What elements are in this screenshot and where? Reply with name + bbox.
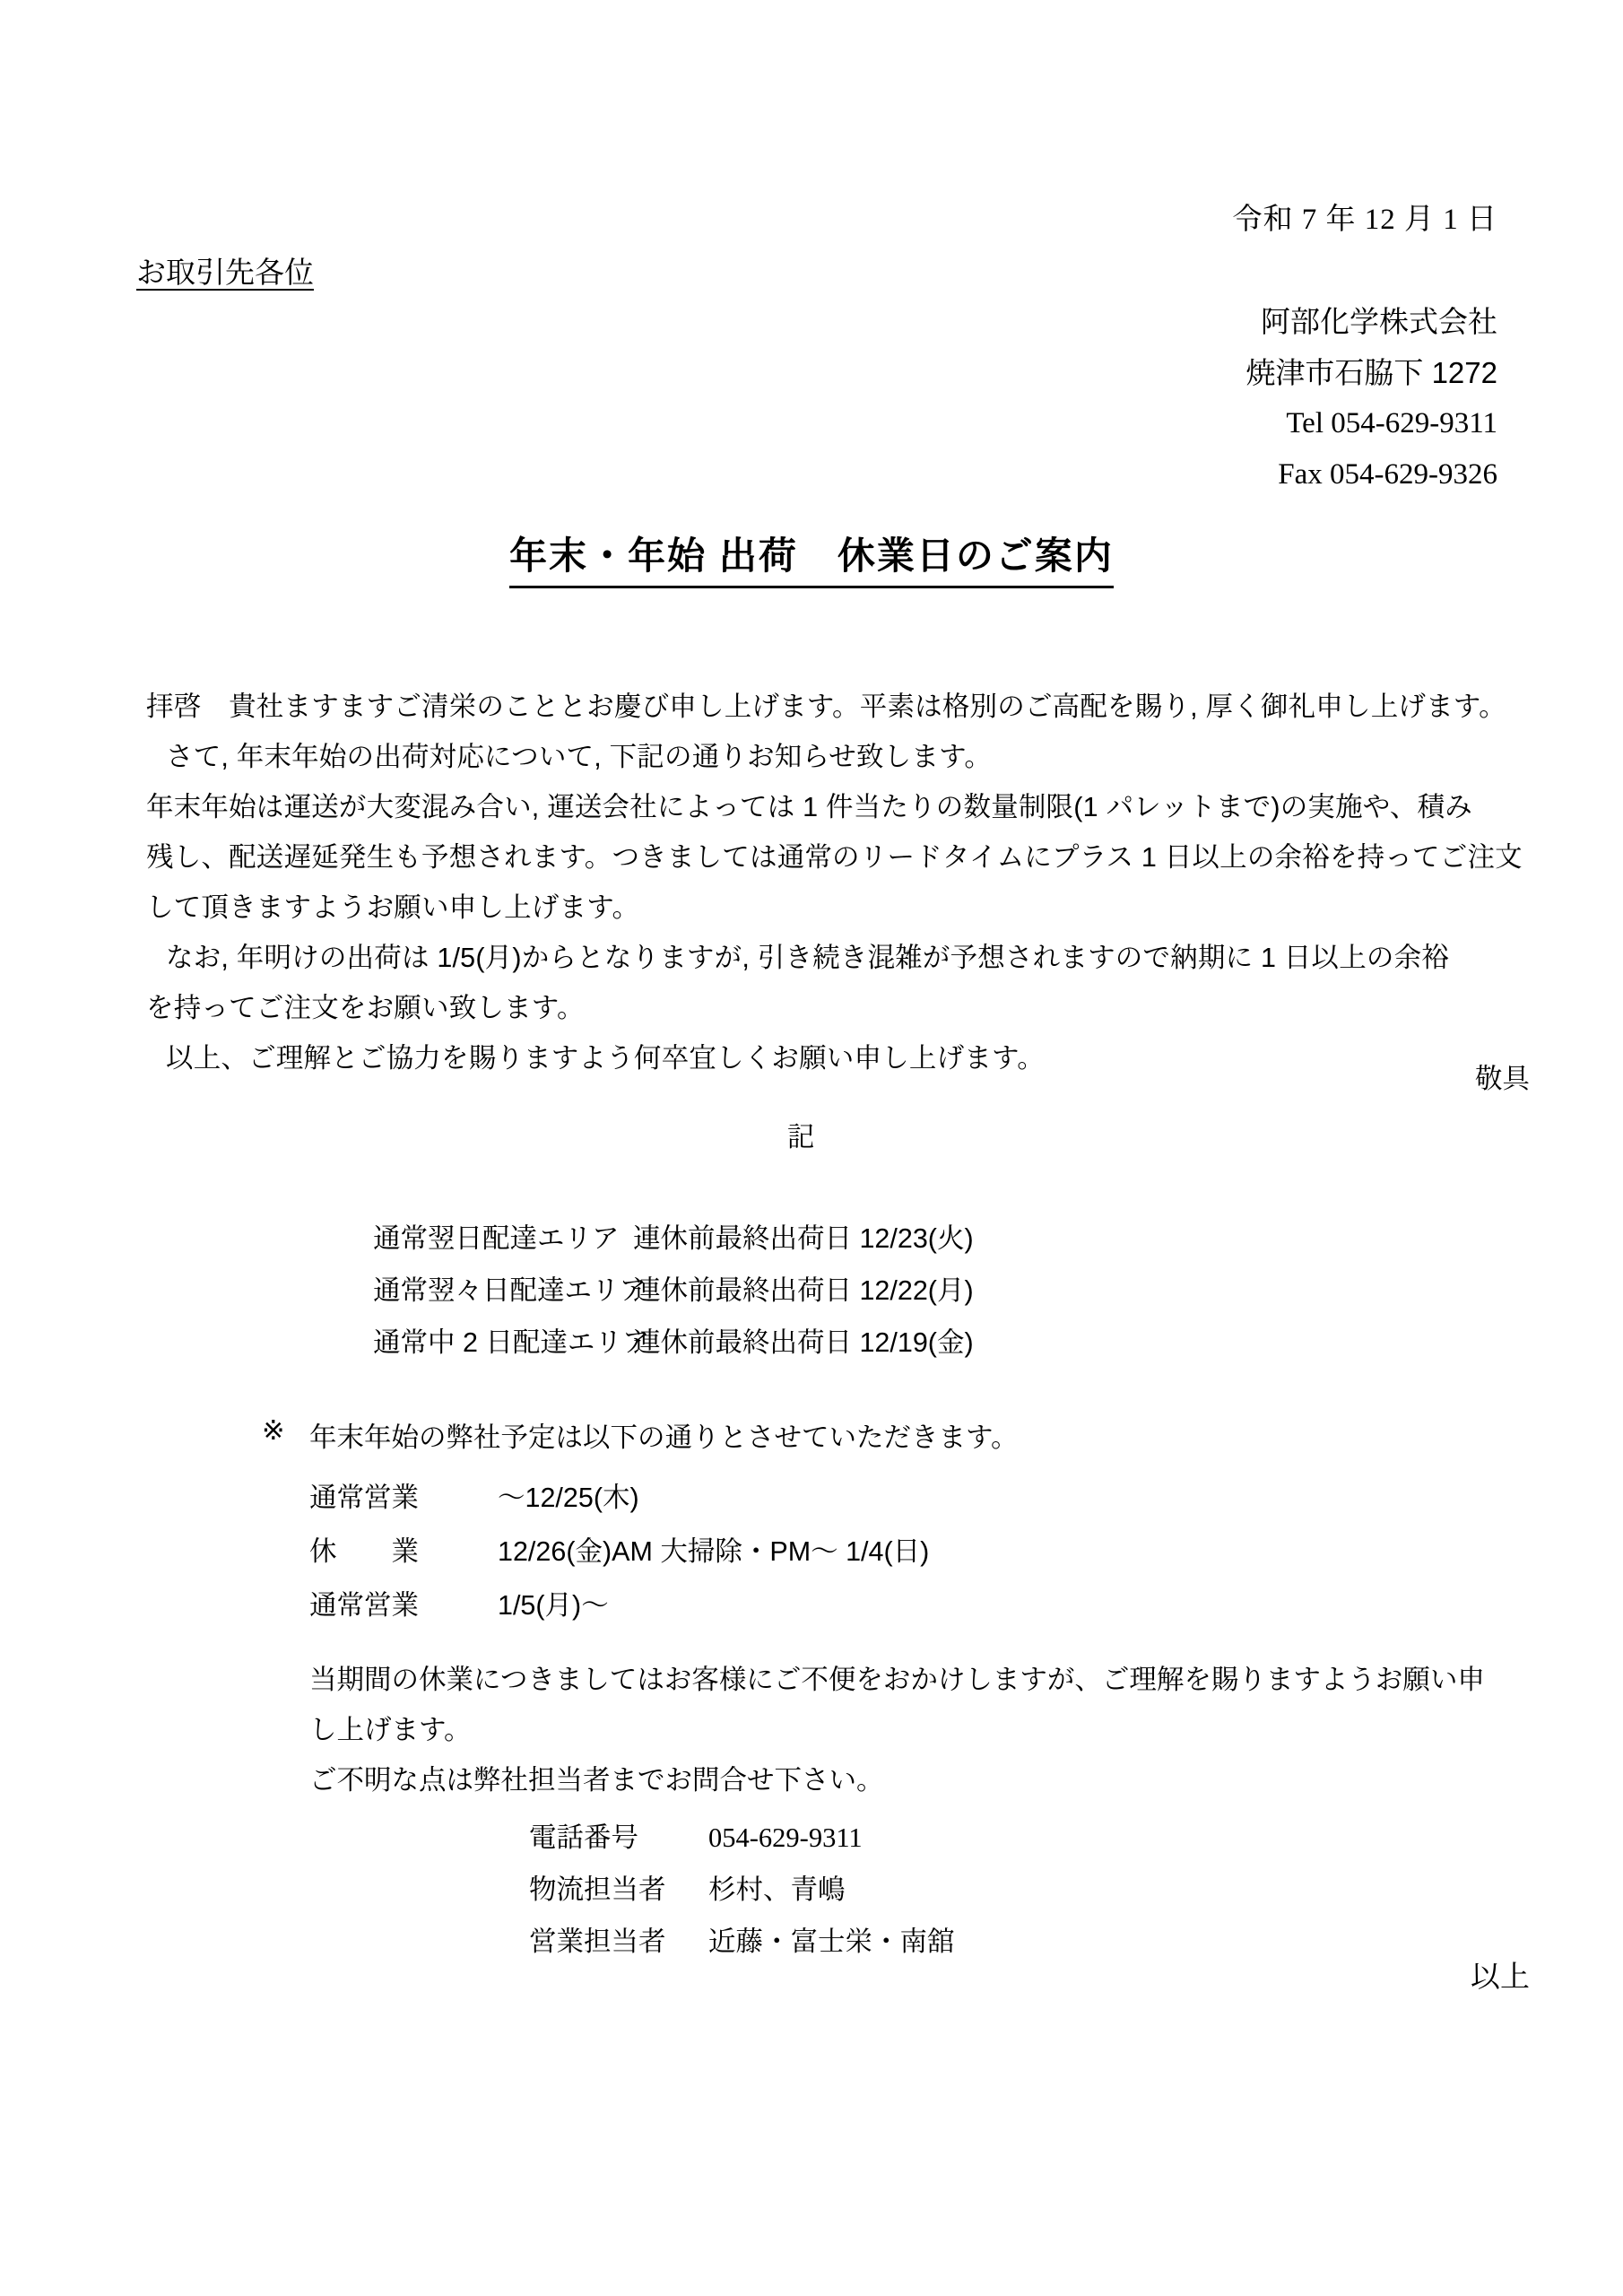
contact-list (529, 1812, 955, 1968)
area-name: 通常中 2 日配達エリア (373, 1327, 650, 1358)
closing-line: ご不明な点は弊社担当者までお問合せ下さい。 (309, 1765, 884, 1796)
schedule-value: ～12/25(木) (498, 1483, 639, 1513)
area-name: 通常翌日配達エリア (373, 1223, 620, 1254)
sender-fax: Fax 054-629-9326 (1278, 458, 1497, 491)
schedule-row (309, 1525, 929, 1578)
notice-mark-icon: ※ (262, 1415, 285, 1446)
sender-company: 阿部化学株式会社 (1261, 305, 1497, 338)
delivery-area-table (373, 1213, 974, 1369)
body-line: を持ってご注文をお願い致します。 (146, 993, 585, 1023)
contact-label: 物流担当者 (529, 1874, 666, 1905)
area-date: 連休前最終出荷日 12/22(月) (633, 1275, 974, 1306)
document-date: 令和 7 年 12 月 1 日 (1232, 204, 1497, 236)
ki-mark: 記 (787, 1122, 815, 1152)
page-title-text: 年末・年始 出荷 休業日のご案内 (509, 526, 1114, 588)
closing-line: 当期間の休業につきましてはお客様にご不便をおかけしますが、ご理解を賜りますようお願い申 (309, 1665, 1485, 1695)
schedule-value: 12/26(金)AM 大掃除・PM～ 1/4(日) (498, 1536, 930, 1567)
contact-value: 054-629-9311 (708, 1822, 863, 1853)
schedule-value: 1/5(月)～ (498, 1590, 609, 1621)
sender-address: 焼津市石脇下 1272 (1245, 356, 1497, 389)
schedule-label: 休 業 (309, 1536, 419, 1567)
area-date: 連休前最終出荷日 12/23(火) (633, 1223, 974, 1254)
area-date: 連休前最終出荷日 12/19(金) (633, 1327, 974, 1358)
schedule-label: 通常営業 (309, 1483, 419, 1513)
contact-row (529, 1916, 955, 1968)
schedule-label: 通常営業 (309, 1590, 419, 1621)
body-line: 以上、ご理解とご協力を賜りますよう何卒宜しくお願い申し上げます。 (166, 1043, 1045, 1074)
contact-row (529, 1812, 955, 1864)
table-row (373, 1213, 974, 1265)
body-line: 年末年始は運送が大変混み合い, 運送会社によっては 1 件当たりの数量制限(1 パレットまで)の実施や、積み (146, 792, 1472, 822)
schedule-row (309, 1471, 929, 1525)
contact-value: 杉村、青嶋 (708, 1874, 846, 1905)
body-line: さて, 年末年始の出荷対応について, 下記の通りお知らせ致します。 (166, 742, 993, 772)
closing-salutation: 敬具 (1475, 1064, 1530, 1094)
body-line: 残し、配送遅延発生も予想されます。つきましては通常のリードタイムにプラス 1 日以上の余裕を持ってご注文 (146, 842, 1523, 873)
closing-paragraph (309, 1655, 1493, 1805)
notice-heading: 年末年始の弊社予定は以下の通りとさせていただきます。 (309, 1422, 1019, 1453)
table-row (373, 1265, 974, 1317)
contact-value: 近藤・富士栄・南舘 (708, 1926, 955, 1957)
contact-row (529, 1864, 955, 1916)
body-line: 拝啓 貴社ますますご清栄のこととお慶び申し上げます。平素は格別のご高配を賜り, 厚く御礼申し上げます。 (146, 691, 1506, 722)
contact-label: 営業担当者 (529, 1926, 666, 1957)
table-row (373, 1317, 974, 1369)
page-title (0, 526, 1623, 588)
closing-line: し上げます。 (309, 1715, 472, 1745)
area-name: 通常翌々日配達エリア (373, 1275, 647, 1306)
sender-block (1245, 296, 1497, 500)
contact-label: 電話番号 (529, 1822, 638, 1853)
addressee: お取引先各位 (136, 256, 314, 289)
end-mark: 以上 (1471, 1961, 1530, 1994)
holiday-schedule (309, 1471, 929, 1632)
schedule-row (309, 1578, 929, 1632)
body-line: なお, 年明けの出荷は 1/5(月)からとなりますが, 引き続き混雑が予想されますので納期に 1 日以上の余裕 (166, 943, 1449, 973)
sender-tel: Tel 054-629-9311 (1286, 407, 1497, 439)
body-line: して頂きますようお願い申し上げます。 (146, 892, 640, 923)
